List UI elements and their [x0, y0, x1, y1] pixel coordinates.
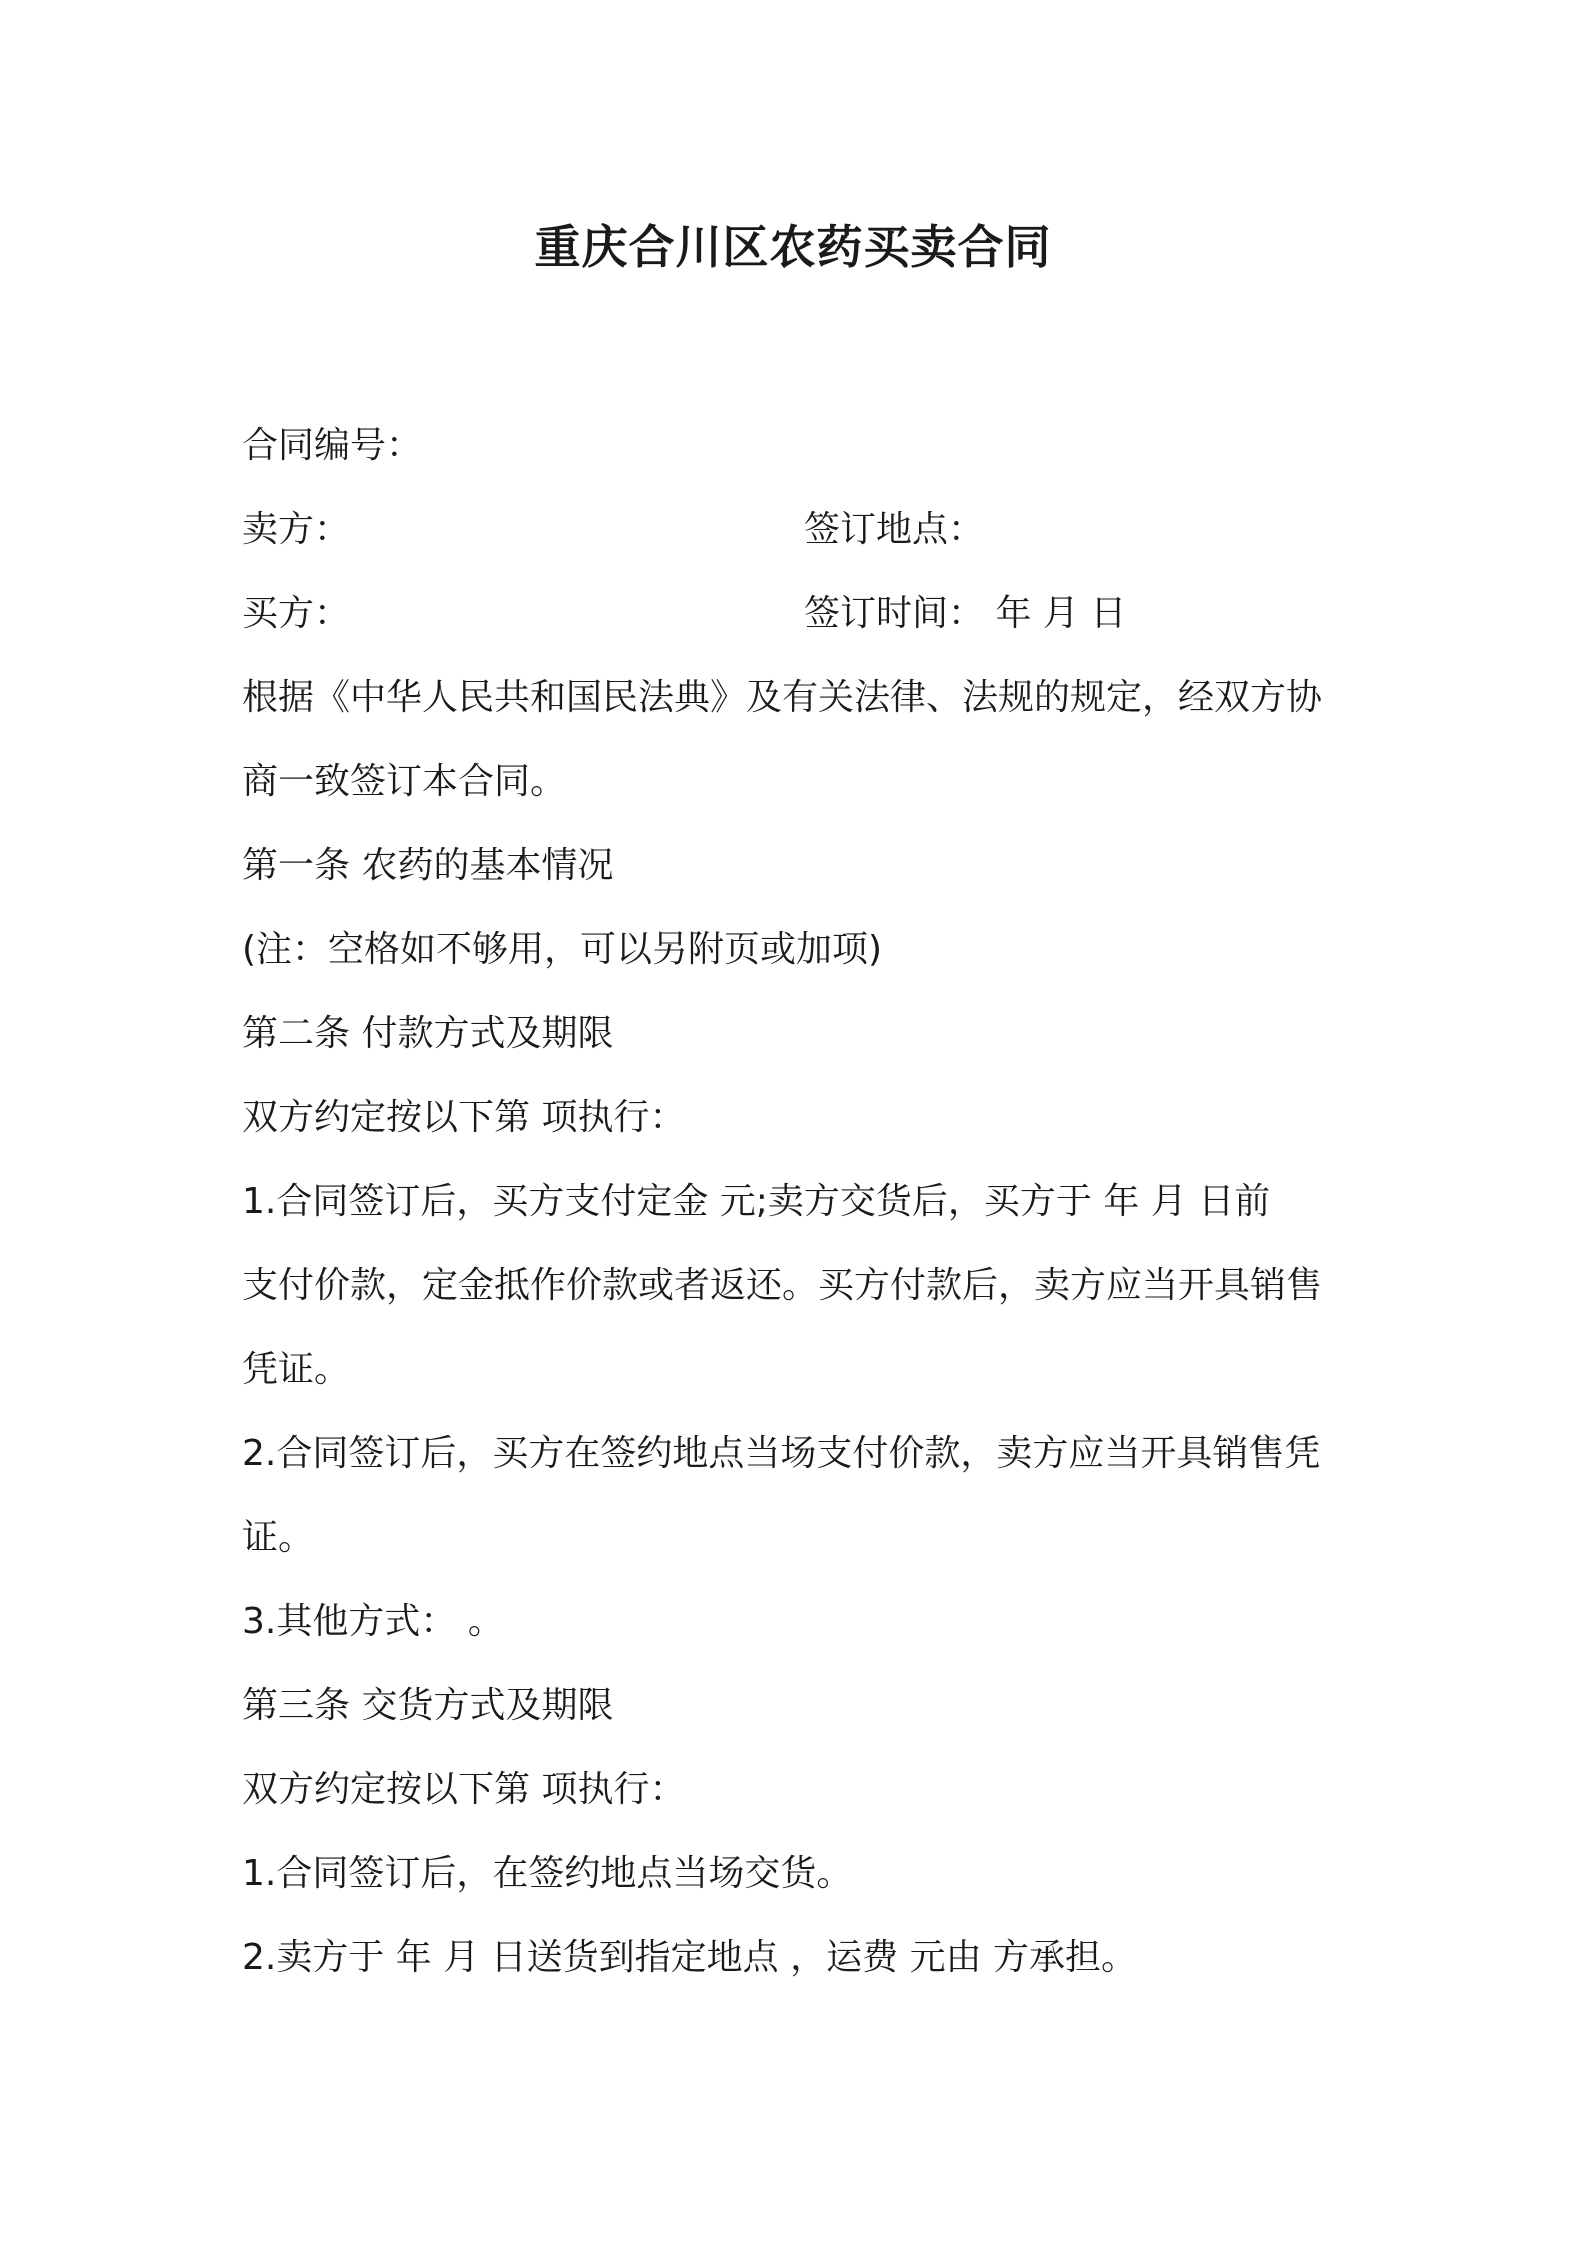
document-body — [242, 404, 1352, 2000]
signing-place-label: 签订地点： — [804, 509, 985, 550]
article-3-intro: 双方约定按以下第 项执行： — [242, 1769, 686, 1810]
seller-place-row — [242, 488, 1352, 572]
article-2-option-1-line-2: 支付价款，定金抵作价款或者返还。买方付款后，卖方应当开具销售 — [242, 1265, 1323, 1306]
preamble-line-1: 根据《中华人民共和国民法典》及有关法律、法规的规定，经双方协 — [242, 677, 1323, 718]
article-2-intro: 双方约定按以下第 项执行： — [242, 1097, 686, 1138]
preamble-line-2: 商一致签订本合同。 — [242, 761, 567, 802]
signing-time-label: 签订时间： 年 月 日 — [804, 593, 1127, 634]
article-3-option-1: 1.合同签订后，在签约地点当场交货。 — [242, 1853, 853, 1894]
buyer-time-row — [242, 572, 1352, 656]
buyer-label: 买方： — [242, 593, 351, 634]
article-1-heading: 第一条 农药的基本情况 — [242, 845, 614, 886]
article-2-heading: 第二条 付款方式及期限 — [242, 1013, 614, 1054]
document-title: 重庆合川区农药买卖合同 — [534, 220, 1052, 274]
article-2-option-2-line-2: 证。 — [242, 1517, 315, 1558]
article-2-option-1-line-3: 凭证。 — [242, 1349, 351, 1390]
article-3-option-2: 2.卖方于 年 月 日送货到指定地点 ，运费 元由 方承担。 — [242, 1937, 1138, 1978]
article-2-option-1-line-1: 1.合同签订后，买方支付定金 元;卖方交货后，买方于 年 月 日前 — [242, 1181, 1271, 1222]
article-2-option-2-line-1: 2.合同签订后，买方在签约地点当场支付价款，卖方应当开具销售凭 — [242, 1433, 1321, 1474]
article-3-heading: 第三条 交货方式及期限 — [242, 1685, 614, 1726]
article-2-option-3: 3.其他方式： 。 — [242, 1601, 504, 1642]
contract-number-line: 合同编号： — [242, 425, 423, 466]
article-1-note: (注：空格如不够用，可以另附页或加项) — [242, 929, 883, 970]
seller-label: 卖方： — [242, 509, 351, 550]
